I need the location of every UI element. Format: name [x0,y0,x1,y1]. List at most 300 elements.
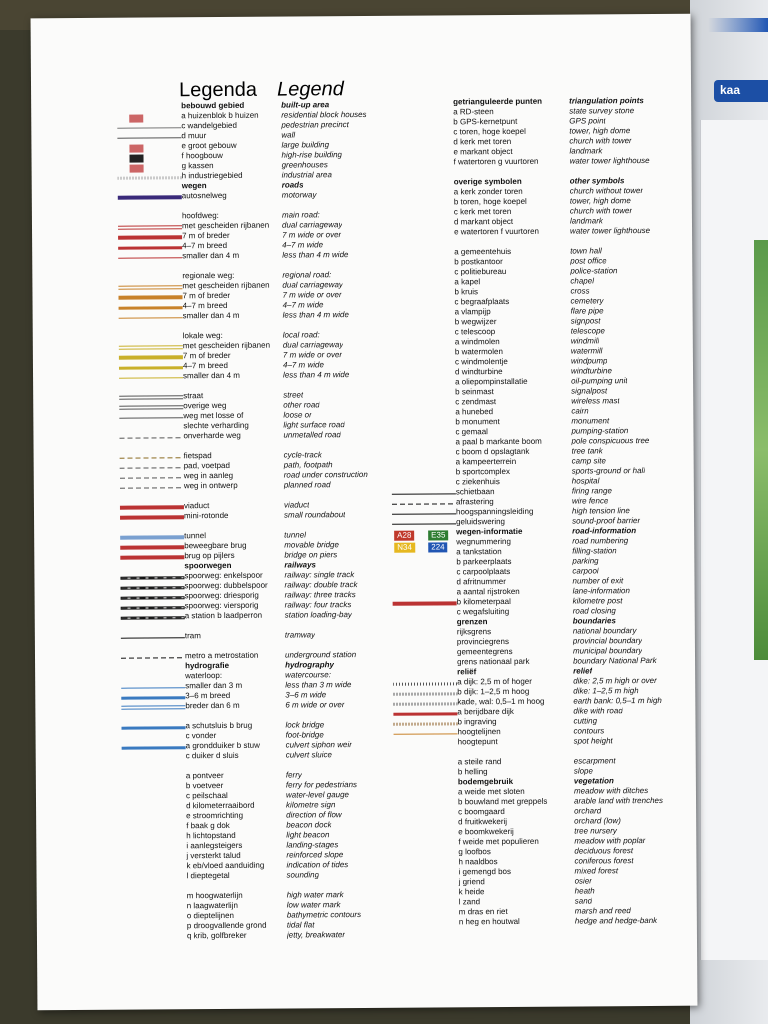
legend-symbol [389,97,453,107]
legend-symbol [393,677,457,687]
legend-term-en: direction of flow [286,810,342,820]
legend-line-symbol [118,295,182,298]
legend-term-nl: f watertoren g vuurtoren [453,156,539,167]
legend-term-nl: breder dan 6 m [185,700,240,711]
legend-term-nl: wegen-informatie [456,526,523,537]
legend-line-symbol [121,605,185,608]
legend-symbol [390,277,454,287]
legend-symbol [118,171,182,181]
legend-term-nl: o dieptelijnen [186,910,235,921]
legend-term-en: road under construction [283,469,368,480]
legend-term-nl: c gemaal [455,427,488,437]
road-number-badge: E35 [428,530,448,540]
legend-symbol [122,811,186,821]
legend-symbol [395,907,459,917]
legend-line-symbol [120,555,184,558]
legend-term-nl [183,381,283,392]
legend-symbol [121,611,185,621]
legend-term-en: local road: [282,330,320,340]
legend-term-nl: d markant object [453,216,514,227]
legend-term-en: windturbine [570,366,612,376]
legend-term-en: wall [281,130,296,140]
legend-term-nl: gemeentegrens [456,646,513,657]
legend-term-nl: 4–7 m breed [182,360,228,371]
legend-term-nl: l zand [458,897,481,907]
legend-symbol [390,197,454,207]
legend-term-en: tree tank [571,446,603,456]
legend-term-en: kilometre post [572,596,623,606]
legend-term-en: high-rise building [281,150,343,160]
legend-line-symbol [120,515,184,518]
legend-term-nl: e markant object [453,146,513,157]
legend-term-en: monument [571,416,610,426]
legend-term-nl: tunnel [184,531,206,541]
legend-symbol [117,151,181,161]
legend-term-en: 3–6 m wide [285,690,327,700]
legend-term-en: road-information [572,526,637,536]
legend-symbol [119,321,183,331]
legend-symbol [119,401,183,411]
legend-symbol [121,711,185,721]
legend-term-en: windmill [570,336,600,346]
legend-symbol [118,291,182,301]
legend-term-nl: hydrografie [185,660,230,671]
road-number-badge: N34 [394,543,415,553]
legend-symbol [119,421,183,431]
legend-term-nl: weg in aanleg [183,470,234,481]
legend-term-nl: b voetveer [185,780,224,791]
legend-term-en: ferry for pedestrians [285,780,358,790]
legend-term-en: dike with road [573,706,623,716]
legend-symbol [121,671,185,681]
legend-term-nl: a kerk zonder toren [453,186,523,197]
adjacent-page [690,0,768,1024]
legend-symbol [393,597,457,607]
legend-symbol [392,447,456,457]
legend-term-nl: c telescoop [454,327,496,337]
legend-term-en: path, footpath [283,460,333,470]
legend-term-en: hydrography [285,660,335,670]
legend-term-en: arable land with trenches [573,795,664,806]
legend-term-en: 7 m wide or over [282,230,342,240]
legend-line-symbol [393,691,457,694]
legend-term-nl: b kilometerpaal [456,596,511,607]
legend-symbol [392,567,456,577]
legend-symbol [390,227,454,237]
legend-term-en: railway: three tracks [284,590,356,600]
legend-symbol [391,377,455,387]
legend-symbol [393,687,457,697]
legend-term-nl: afrastering [455,497,494,507]
legend-symbol [123,911,187,921]
legend-term-en: heath [574,886,595,896]
legend-term-en: provincial boundary [572,636,643,646]
legend-term-en: low water mark [286,900,341,910]
legend-term-nl: b wegwijzer [454,317,497,327]
legend-symbol [118,241,182,251]
legend-line-symbol [120,465,184,468]
legend-term-en: parking [572,556,599,566]
legend-term-en: escarpment [573,756,616,766]
legend-term-en: contours [573,726,605,736]
legend-term-nl: weg met losse of [183,410,244,421]
legend-term-nl: c carpoolplaats [456,566,511,577]
legend-term-nl: d fruitkwekerij [458,817,508,827]
legend-symbol [123,891,187,901]
legend-term-nl: a kampeerterrein [455,456,517,467]
adjacent-map-strip [754,240,768,660]
legend-line-symbol [119,375,183,378]
legend-term-en: hospital [571,476,600,486]
legend-line-symbol [119,315,183,318]
legend-term-nl: b toren, hoge koepel [453,196,527,207]
legend-symbol [119,361,183,371]
legend-symbol [389,117,453,127]
legend-term-nl: wegnummering [456,536,511,547]
legend-symbol [390,157,454,167]
legend-symbol [392,497,456,507]
legend-term-nl: e groot gebouw [181,140,237,151]
legend-term-en: less than 4 m wide [282,250,349,260]
legend-term-nl: g loofbos [458,847,491,857]
legend-symbol [393,647,457,657]
legend-symbol [120,441,184,451]
legend-symbol [118,181,182,191]
legend-term-en: telescope [570,326,606,336]
legend-term-nl: e boomkwekerij [458,826,514,837]
legend-symbol [121,591,185,601]
legend-term-en: industrial area [281,170,332,180]
legend-term-en: road closing [572,606,616,616]
legend-term-nl: met gescheiden rijbanen [181,220,270,231]
legend-term-nl [187,881,287,892]
legend-line-symbol [118,235,182,238]
legend-term-en: windpump [570,356,608,366]
legend-term-en: other symbols [569,176,625,186]
legend-term-en: police-station [570,266,618,276]
legend-term-nl: grens nationaal park [457,656,530,667]
legend-term-nl: h industriegebied [181,170,243,181]
legend-line-symbol [392,501,456,504]
adjacent-tab: kaa [714,80,768,102]
legend-term-nl: p droogvallende grond [186,920,267,931]
legend-symbol [393,657,457,667]
legend-line-symbol [121,685,185,688]
legend-term-nl: met gescheiden rijbanen [182,340,271,351]
legend-symbol [120,571,184,581]
legend-symbol [393,587,457,597]
legend-line-symbol [393,701,457,704]
legend-term-nl: getrianguleerde punten [453,96,543,107]
legend-term-nl [183,321,283,332]
legend-term-nl: hoofdweg: [181,211,219,221]
legend-term-nl: spoorweg: enkelspoor [184,570,263,581]
legend-symbol [389,127,453,137]
legend-line-symbol [121,655,185,658]
legend-term-nl: b GPS-kernetpunt [453,116,518,127]
legend-term-en: light surface road [283,420,345,430]
legend-term-en: church without tower [569,186,644,196]
legend-term-nl [182,201,282,212]
legend-term-nl: c boomgaard [458,807,505,817]
legend-symbol [119,331,183,341]
legend-symbol [121,631,185,641]
legend-term-en: watermill [570,346,603,356]
legend-term-nl: a vlampijp [454,307,491,317]
legend-term-nl [186,761,286,772]
legend-symbol [391,427,455,437]
legend-term-en: lock bridge [285,720,325,730]
legend-symbol [118,211,182,221]
legend-term-en: greenhouses [281,160,328,170]
legend-symbol [394,817,458,827]
legend-symbol [121,601,185,611]
legend-term-en: indication of tides [286,860,349,870]
legend-symbol [394,747,458,757]
legend-term-en: lane-information [572,586,630,596]
legend-term-en: meadow with ditches [573,786,649,796]
legend-line-symbol [118,245,182,248]
legend-term-nl: smaller dan 4 m [182,250,240,261]
legend-symbol [391,347,455,357]
legend-term-en: tramway [284,630,316,640]
legend-term-nl: b postkantoor [454,257,503,267]
legend-symbol [392,577,456,587]
legend-term-nl: c kerk met toren [453,206,512,217]
legend-symbol [119,301,183,311]
legend-symbol [394,727,458,737]
legend-term-en: high tension line [571,506,630,516]
legend-line-symbol [393,681,457,684]
legend-symbol [390,177,454,187]
legend-term-en: loose or [283,410,312,420]
legend-symbol [117,101,181,111]
legend-symbol [391,307,455,317]
legend-symbol [393,667,457,677]
legend-term-nl: onverharde weg [183,430,241,441]
legend-term-nl: provinciegrens [456,636,509,647]
legend-line-symbol [392,521,456,524]
legend-term-en: foot-bridge [285,730,324,740]
legend-symbol [120,501,184,511]
legend-term-en: cairn [571,406,589,416]
legend-term-nl: b bouwland met greppels [457,796,548,807]
legend-term-nl: spoorweg: viersporig [184,600,259,611]
legend-term-en: railway: four tracks [284,600,352,610]
legend-symbol [118,201,182,211]
legend-term-nl: overige weg [183,400,227,411]
legend-symbol [122,731,186,741]
legend-term-nl: m dras en riet [458,907,508,917]
legend-term-nl: c zendmast [455,397,497,407]
legend-term-en: kilometre sign [286,800,336,810]
legend-term-en: railway: double track [284,580,358,590]
legend-term-en: national boundary [572,626,637,636]
legend-term-en: church with tower [569,206,633,216]
legend-term-nl: c peilschaal [185,790,228,801]
legend-term-nl: bodemgebruik [457,776,514,787]
legend-term-nl: a tankstation [456,547,502,557]
legend-term-nl: schietbaan [455,487,495,497]
legend-term-nl: c wegafsluiting [456,606,510,617]
legend-symbol [120,471,184,481]
legend-term-en: watercourse: [285,670,331,680]
legend-term-en: large building [281,140,330,150]
legend-line-symbol [118,165,182,168]
legend-term-nl: a pontveer [185,770,224,781]
legend-symbol [390,237,454,247]
legend-term-nl: 4–7 m breed [182,300,228,311]
legend-line-symbol [118,155,182,158]
legend-term-nl [184,441,284,452]
legend-term-en: built-up area [281,100,330,110]
legend-term-nl: bebouwd gebied [181,100,245,111]
legend-line-symbol [119,405,183,408]
legend-term-en: state survey stone [569,106,635,116]
legend-term-nl: c toren, hoge koepel [453,126,526,137]
legend-line-symbol [118,255,182,258]
legend-symbol [391,317,455,327]
legend-term-en: carpool [572,566,599,576]
legend-symbol [122,821,186,831]
legend-term-nl [185,641,285,652]
legend-term-nl: e watertoren f vuurtoren [454,226,540,237]
legend-line-symbol [121,615,185,618]
legend-term-nl: a dijk: 2,5 m of hoger [457,676,532,687]
legend-term-nl: d afritnummer [456,577,506,587]
legend-term-nl: b dijk: 1–2,5 m hoog [457,686,530,697]
legend-symbol [123,871,187,881]
legend-symbol [118,251,182,261]
legend-term-en: dike: 2,5 m high or over [573,675,657,686]
legend-symbol [392,517,456,527]
legend-term-nl: c wandelgebied [181,120,237,131]
legend-column-right [389,106,665,928]
legend-term-nl: d windturbine [454,367,503,377]
legend-symbol [121,721,185,731]
legend-symbol [390,257,454,267]
legend-symbol [120,511,184,521]
legend-symbol [118,281,182,291]
legend-term-nl: straat [183,391,204,401]
legend-term-nl: hoogtelijnen [457,727,501,737]
legend-term-nl: brug op pijlers [184,550,235,561]
legend-symbol [391,417,455,427]
legend-term-nl: c politiebureau [454,267,507,277]
legend-term-en: dual carriageway [282,280,343,290]
legend-term-nl: spoorweg: dubbelspoor [184,580,268,591]
legend-term-nl: c vonder [185,731,217,741]
legend-symbol [395,897,459,907]
legend-symbol [393,707,457,717]
legend-term-en: osier [574,876,592,886]
legend-term-en: vegetation [573,776,614,786]
legend-term-nl: c begraafplaats [454,296,510,307]
legend-term-nl: d kerk met toren [453,136,512,147]
legend-term-en: triangulation points [569,96,644,106]
legend-symbol [123,931,187,941]
legend-term-nl: c windmolentje [454,356,508,367]
legend-term-en: reinforced slope [286,850,344,860]
legend-term-en: cemetery [570,296,604,306]
legend-term-en: sand [574,896,593,906]
legend-line-symbol [119,365,183,368]
legend-symbol [117,121,181,131]
legend-line-symbol [117,115,181,118]
legend-term-nl: i aanlegsteigers [186,840,243,851]
legend-term-nl: b monument [455,417,500,427]
legend-term-nl: reliëf [457,667,477,677]
legend-term-nl [182,261,282,272]
legend-term-nl: a grondduiker b stuw [185,740,260,751]
legend-term-en: mixed forest [574,866,619,876]
legend-line-symbol [120,475,184,478]
legend-line-symbol [393,711,457,714]
legend-term-nl: a berijdbare dijk [457,706,514,717]
legend-symbol [119,311,183,321]
legend-symbol [122,851,186,861]
legend-line-symbol [121,725,185,728]
legend-symbol [395,877,459,887]
legend-term-nl: a gemeentehuis [454,246,512,257]
legend-page [31,14,698,1011]
legend-term-en: cross [570,286,590,296]
legend-term-en: town hall [570,246,602,256]
legend-line-symbol [117,145,181,148]
legend-symbol [118,261,182,271]
legend-symbol [394,847,458,857]
legend-term-en: viaduct [283,500,310,510]
legend-line-symbol [118,285,182,288]
legend-term-en: water-level gauge [285,790,350,800]
legend-term-en: relief [573,666,593,676]
legend-term-nl: n heg en houtwal [458,916,520,927]
legend-symbol [394,837,458,847]
legend-term-en: municipal boundary [572,646,643,656]
legend-symbol [122,791,186,801]
legend-term-en: station loading-bay [284,610,352,620]
legend-term-nl [185,711,285,722]
legend-term-en: light beacon [286,830,330,840]
legend-term-nl [184,521,284,532]
legend-line-symbol [393,721,457,724]
legend-term-en: spot height [573,736,613,746]
legend-term-en: water tower lighthouse [570,225,651,236]
legend-column-left [117,100,393,942]
legend-term-en: road numbering [572,536,629,546]
legend-term-en: boundaries [572,616,616,626]
legend-symbol [391,357,455,367]
legend-symbol [118,271,182,281]
legend-term-nl: viaduct [183,501,210,511]
legend-symbol [122,781,186,791]
legend-term-nl: 7 m of breder [182,290,231,301]
legend-term-en: boundary National Park [573,655,657,666]
legend-term-en: signpost [570,316,601,326]
legend-symbol [391,437,455,447]
legend-term-nl: smaller dan 3 m [185,680,243,691]
legend-symbol [122,761,186,771]
legend-term-nl: overige symbolen [453,176,522,187]
legend-term-en: residential block houses [281,109,367,120]
legend-term-en: high water mark [286,890,344,900]
legend-term-en: landing-stages [286,840,339,850]
legend-symbol [117,131,181,141]
legend-symbol [120,551,184,561]
legend-symbol [394,777,458,787]
legend-term-en: wireless mast [571,396,620,406]
legend-term-en: firing range [571,486,612,496]
